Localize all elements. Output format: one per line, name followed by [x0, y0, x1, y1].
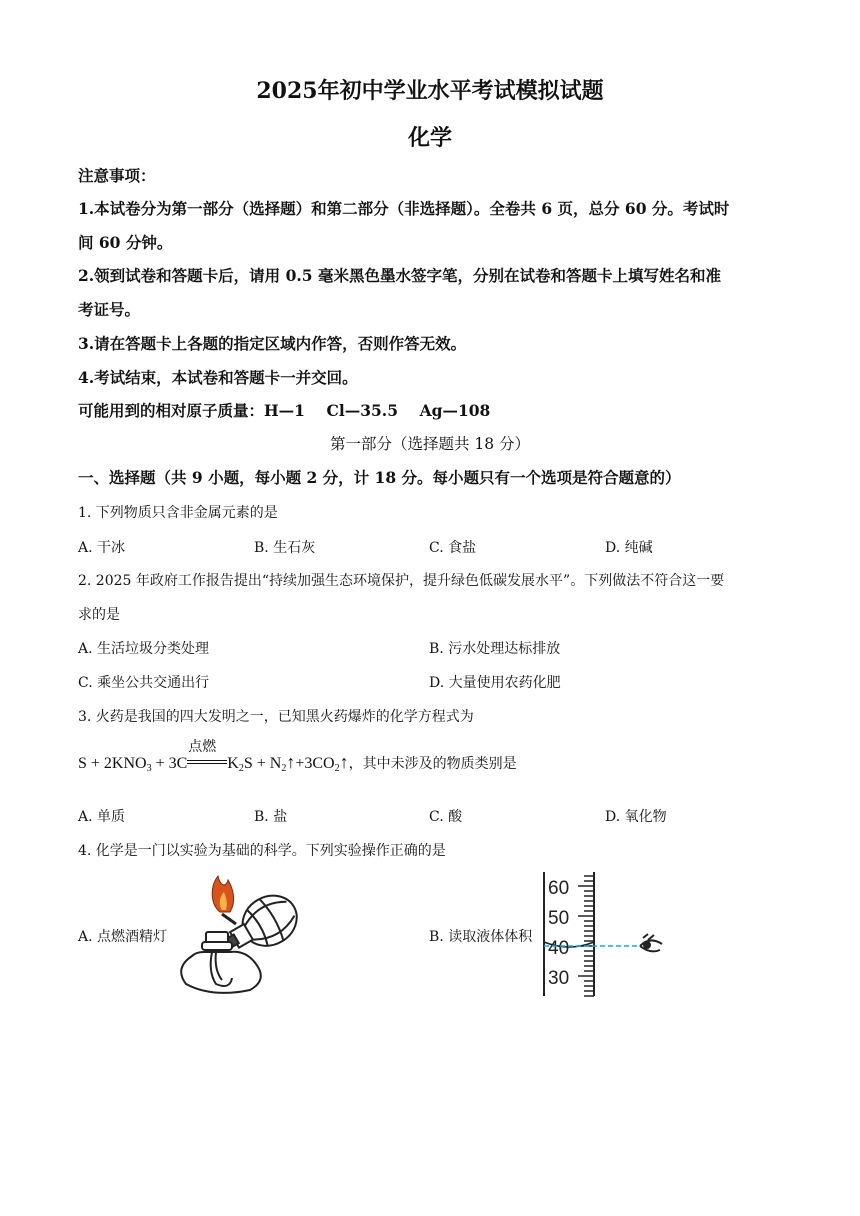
eq-sub-3: 3 [146, 763, 152, 774]
q3-option-a[interactable]: A. 单质 [78, 809, 126, 825]
eq-condition-arrow [187, 739, 227, 770]
note-1-line1: 1.本试卷分为第一部分（选择题）和第二部分（非选择题）。全卷共 6 页，总分 60 分。考试时 [78, 199, 730, 218]
notes-heading: 注意事项： [78, 166, 156, 185]
eye-icon [640, 934, 662, 951]
tick-label-30: 30 [548, 968, 570, 989]
q3-equation [78, 739, 517, 774]
note-2-line1: 2.领到试卷和答题卡后，请用 0.5 毫米黑色墨水签字笔，分别在试卷和答题卡上填写姓名和准 [78, 266, 721, 285]
eq-product-k: K [227, 755, 239, 772]
q1-stem: 1. 下列物质只含非金属元素的是 [78, 505, 278, 521]
q3-stem: 3. 火药是我国的四大发明之一，已知黑火药爆炸的化学方程式为 [78, 709, 474, 725]
q2-stem-line2: 求的是 [78, 607, 120, 623]
eq-tail: ，其中未涉及的物质类别是 [348, 756, 517, 772]
q1-option-c[interactable]: C. 食盐 [429, 540, 477, 556]
q1-option-d[interactable]: D. 纯碱 [605, 540, 653, 556]
exam-title: 2025年初中学业水平考试模拟试题 [256, 78, 604, 104]
note-4: 4.考试结束，本试卷和答题卡一并交回。 [78, 368, 358, 387]
note-3: 3.请在答题卡上各题的指定区域内作答，否则作答无效。 [78, 334, 467, 353]
q2-option-b[interactable]: B. 污水处理达标排放 [429, 641, 561, 657]
graduated-cylinder-illustration [540, 868, 670, 1000]
part1-heading: 第一部分（选择题共 18 分） [329, 435, 531, 453]
eq-sub-2b: 2 [281, 763, 287, 774]
q1-option-b[interactable]: B. 生石灰 [254, 540, 316, 556]
eq-reactants: S + 2KNO [78, 755, 147, 772]
q2-option-d[interactable]: D. 大量使用农药化肥 [429, 675, 561, 691]
q1-option-a[interactable]: A. 干冰 [78, 540, 126, 556]
q2-stem-line1: 2. 2025 年政府工作报告提出“持续加强生态环境保护，提升绿色低碳发展水平”。下列做法不符合这一要 [78, 573, 725, 589]
q4-stem: 4. 化学是一门以实验为基础的科学。下列实验操作正确的是 [78, 843, 446, 859]
q2-option-c[interactable]: C. 乘坐公共交通出行 [78, 675, 210, 691]
q4-option-b[interactable]: B. 读取液体体积 [429, 929, 533, 945]
q3-option-c[interactable]: C. 酸 [429, 809, 463, 825]
tick-label-50: 50 [548, 908, 570, 929]
eq-double-line [187, 760, 227, 764]
section-heading: 一、选择题（共 9 小题，每小题 2 分，计 18 分。每小题只有一个选项是符合题意的） [78, 468, 681, 487]
note-2-line2: 考证号。 [78, 300, 141, 319]
note-1-line2: 间 60 分钟。 [78, 233, 173, 252]
q3-option-b[interactable]: B. 盐 [254, 809, 288, 825]
q4-option-a[interactable]: A. 点燃酒精灯 [78, 929, 168, 945]
eq-condition: 点燃 [188, 739, 217, 755]
tick-label-60: 60 [548, 878, 570, 899]
atomic-masses: 可能用到的相对原子质量：H—1 Cl—35.5 Ag—108 [78, 401, 491, 420]
eq-sub-2a: 2 [238, 763, 244, 774]
eq-product-co: +3CO [295, 755, 335, 772]
eq-gas-arrow-1: ↑ [286, 752, 296, 772]
eq-product-s-n: S + N [243, 755, 282, 772]
eq-sub-2c: 2 [334, 763, 340, 774]
eq-gas-arrow-2: ↑ [339, 752, 349, 772]
eq-reactant-c: + 3C [151, 755, 188, 772]
alcohol-lamp-illustration [172, 864, 306, 1000]
q2-option-a[interactable]: A. 生活垃圾分类处理 [78, 641, 210, 657]
subject-title: 化学 [407, 125, 452, 151]
tick-label-40: 40 [548, 938, 570, 959]
q3-option-d[interactable]: D. 氧化物 [605, 809, 667, 825]
